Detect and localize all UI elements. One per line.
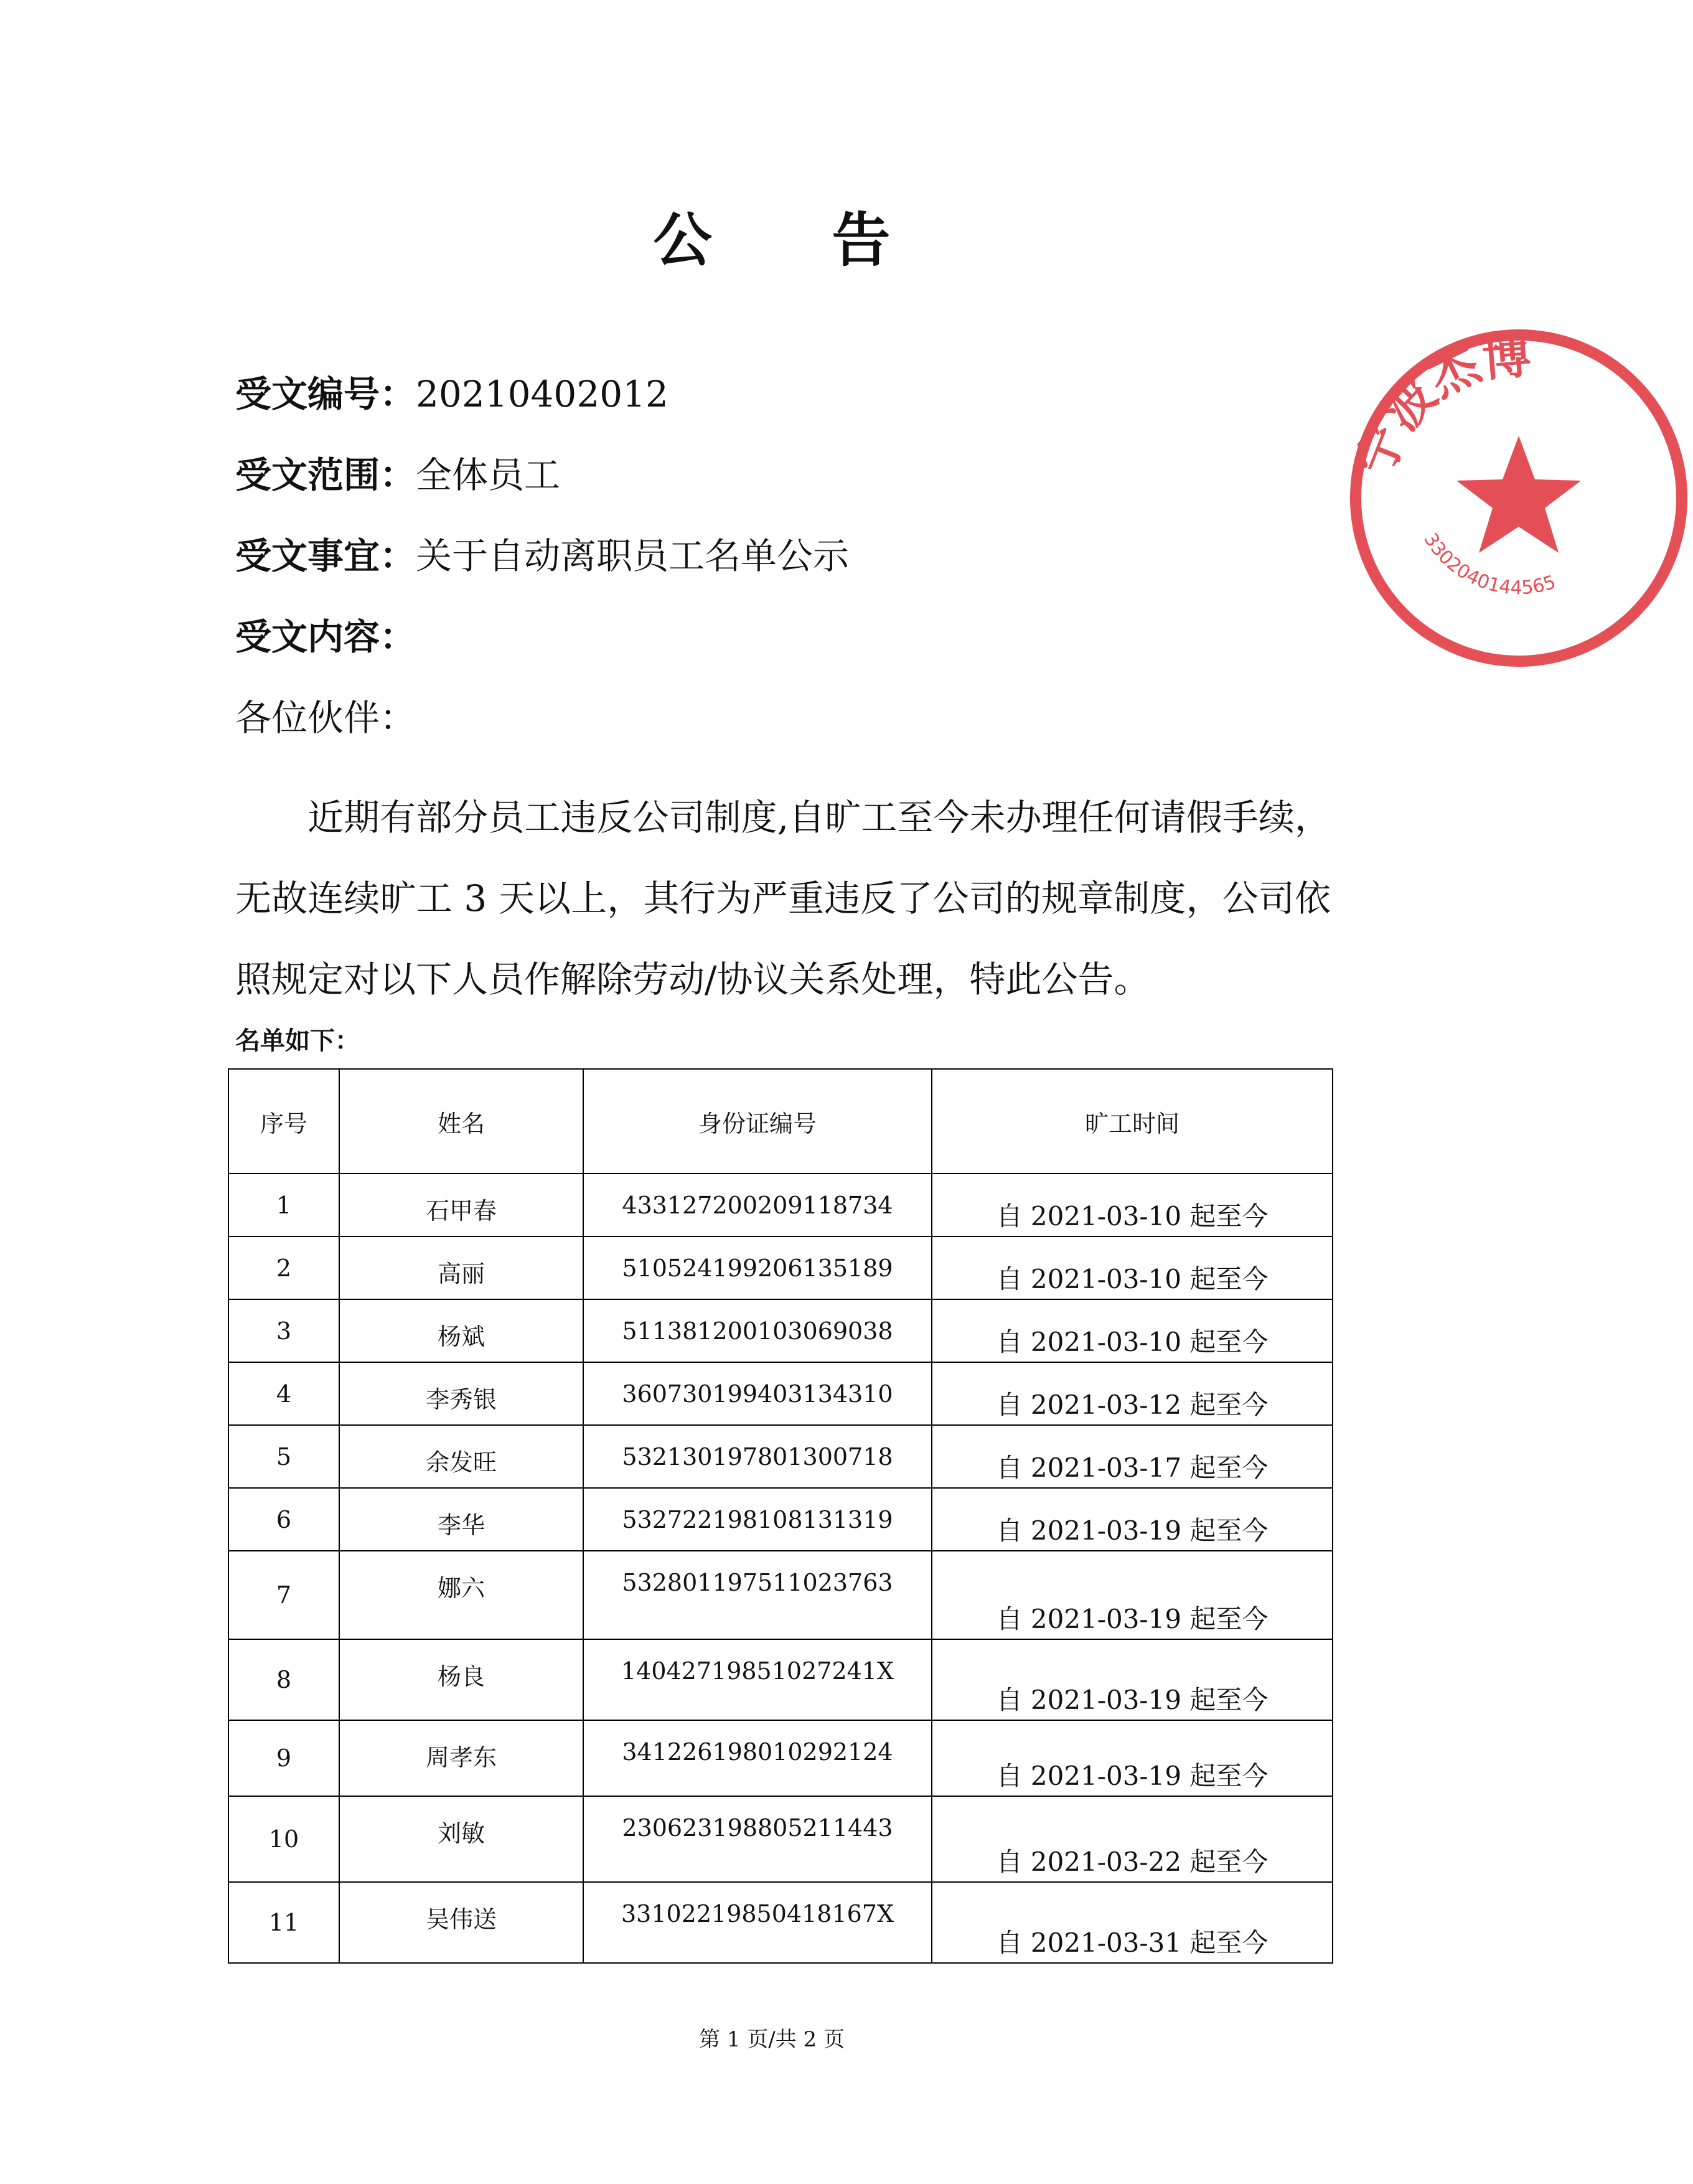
row-id: 510524199206135189 <box>583 1236 932 1299</box>
row-date: 自 2021-03-10 起至今 <box>932 1236 1333 1299</box>
scope-label: 受文范围： <box>235 454 416 496</box>
table-row <box>228 1720 1333 1796</box>
row-date: 自 2021-03-31 起至今 <box>932 1882 1333 1963</box>
seal-star-icon <box>1456 436 1581 553</box>
table-row <box>228 1882 1333 1963</box>
row-name: 石甲春 <box>339 1174 583 1236</box>
header-absence-time: 旷工时间 <box>932 1069 1333 1174</box>
row-seq: 3 <box>228 1299 339 1362</box>
seal-text: 宁波杰博 <box>1346 327 1534 484</box>
table-row <box>228 1299 1333 1362</box>
row-name: 杨良 <box>339 1639 583 1720</box>
seal-group <box>1346 327 1682 661</box>
row-seq: 5 <box>228 1425 339 1488</box>
table-row <box>228 1796 1333 1882</box>
doc-number-value: 20210402012 <box>416 373 668 415</box>
table-row <box>228 1551 1333 1639</box>
salutation: 各位伙伴： <box>235 697 416 739</box>
row-id: 511381200103069038 <box>583 1299 932 1362</box>
row-name: 李秀银 <box>339 1362 583 1425</box>
page-title: 公 告 <box>653 207 940 275</box>
header-seq: 序号 <box>228 1069 339 1174</box>
row-date: 自 2021-03-10 起至今 <box>932 1299 1333 1362</box>
subject-row <box>235 534 849 578</box>
seal-number: 3302040144565 <box>1419 529 1559 600</box>
notice-body: 近期有部分员工违反公司制度,自旷工至今未办理任何请假手续，无故连续旷工 3 天以上，其行为严重违反了公司的规章制度，公司依照规定对以下人员作解除劳动/协议关系处理，特此公告。 <box>235 796 1331 1000</box>
row-name: 周孝东 <box>339 1720 583 1796</box>
row-id: 341226198010292124 <box>583 1720 932 1796</box>
row-id: 230623198805211443 <box>583 1796 932 1882</box>
row-date: 自 2021-03-12 起至今 <box>932 1362 1333 1425</box>
row-date: 自 2021-03-17 起至今 <box>932 1425 1333 1488</box>
content-row <box>235 615 416 659</box>
row-id: 433127200209118734 <box>583 1174 932 1236</box>
subject-value: 关于自动离职员工名单公示 <box>416 535 850 577</box>
doc-number-row <box>235 372 668 416</box>
row-id: 532722198108131319 <box>583 1488 932 1551</box>
table-row <box>228 1174 1333 1236</box>
employee-table <box>228 1068 1333 1964</box>
row-id: 532130197801300718 <box>583 1425 932 1488</box>
row-seq: 11 <box>228 1882 339 1963</box>
row-id: 33102219850418167X <box>583 1882 932 1963</box>
row-name: 李华 <box>339 1488 583 1551</box>
row-date: 自 2021-03-19 起至今 <box>932 1551 1333 1639</box>
row-seq: 4 <box>228 1362 339 1425</box>
row-date: 自 2021-03-10 起至今 <box>932 1174 1333 1236</box>
row-name: 余发旺 <box>339 1425 583 1488</box>
row-name: 刘敏 <box>339 1796 583 1882</box>
table-row <box>228 1236 1333 1299</box>
row-id: 532801197511023763 <box>583 1551 932 1639</box>
row-name: 杨斌 <box>339 1299 583 1362</box>
header-name: 姓名 <box>339 1069 583 1174</box>
row-seq: 2 <box>228 1236 339 1299</box>
row-seq: 1 <box>228 1174 339 1236</box>
doc-number-label: 受文编号： <box>235 373 416 415</box>
content-label: 受文内容： <box>235 616 416 658</box>
header-id: 身份证编号 <box>583 1069 932 1174</box>
row-id: 14042719851027241X <box>583 1639 932 1720</box>
row-date: 自 2021-03-19 起至今 <box>932 1639 1333 1720</box>
row-date: 自 2021-03-22 起至今 <box>932 1796 1333 1882</box>
table-row <box>228 1639 1333 1720</box>
row-date: 自 2021-03-19 起至今 <box>932 1488 1333 1551</box>
scope-row <box>235 453 560 497</box>
row-seq: 7 <box>228 1551 339 1639</box>
row-seq: 9 <box>228 1720 339 1796</box>
row-seq: 6 <box>228 1488 339 1551</box>
row-id: 360730199403134310 <box>583 1362 932 1425</box>
table-header-row <box>228 1069 1333 1174</box>
table-row <box>228 1425 1333 1488</box>
row-name: 娜六 <box>339 1551 583 1639</box>
subject-label: 受文事宜： <box>235 535 416 577</box>
list-title: 名单如下： <box>235 1027 360 1055</box>
company-seal-icon <box>1344 324 1693 672</box>
table-row <box>228 1488 1333 1551</box>
row-name: 高丽 <box>339 1236 583 1299</box>
row-seq: 8 <box>228 1639 339 1720</box>
page-footer: 第 1 页/共 2 页 <box>699 2027 845 2052</box>
row-date: 自 2021-03-19 起至今 <box>932 1720 1333 1796</box>
scope-value: 全体员工 <box>416 454 561 496</box>
table-row <box>228 1362 1333 1425</box>
row-name: 吴伟送 <box>339 1882 583 1963</box>
row-seq: 10 <box>228 1796 339 1882</box>
